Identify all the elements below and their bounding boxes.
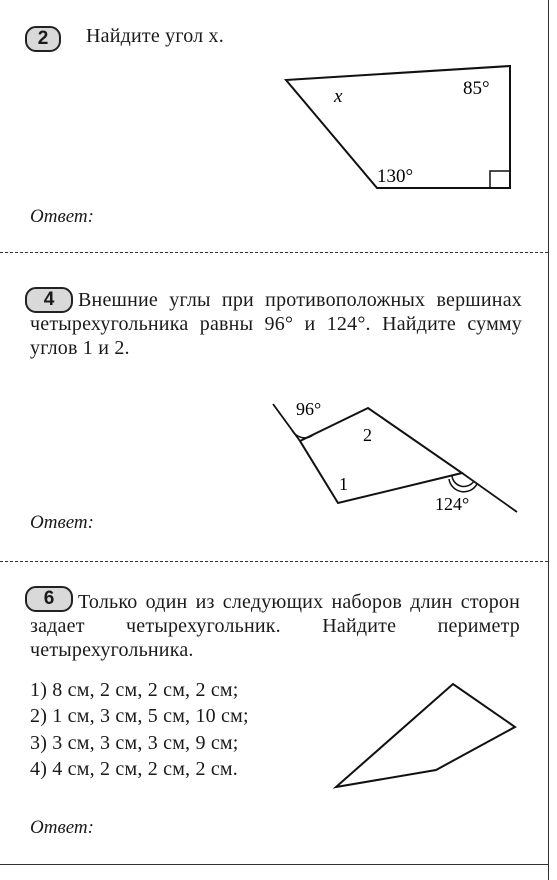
option-2: 2) 1 см, 3 см, 5 см, 10 см;	[30, 705, 249, 727]
answer-label: Ответ:	[30, 206, 94, 227]
answer-label: Ответ:	[30, 817, 94, 838]
option-3: 3) 3 см, 3 см, 3 см, 9 см;	[30, 732, 239, 754]
separator	[0, 864, 548, 865]
angle-label-2: 2	[363, 425, 372, 445]
option-4: 4) 4 см, 2 см, 2 см, 2 см.	[30, 758, 238, 780]
problem-text: Внешние углы при противоположных вершинах четырехугольника равны 96° и 124°. Найдите сумму углов 1 и 2.	[30, 289, 522, 359]
option-1: 1) 8 см, 2 см, 2 см, 2 см;	[30, 679, 239, 701]
answer-label: Ответ:	[30, 512, 94, 533]
angle-label-130: 130°	[377, 166, 414, 187]
exterior-angle-124: 124°	[435, 494, 470, 514]
problem-text: Только один из следующих наборов длин сторон задает четырехугольник. Найдите периметр четырехугольника.	[30, 591, 520, 661]
angle-label-85: 85°	[463, 78, 490, 99]
problem-number-badge: 2	[25, 26, 61, 52]
angle-label-1: 1	[339, 474, 348, 494]
problem-number-badge: 6	[25, 586, 73, 612]
problem-number-badge: 4	[25, 287, 73, 313]
problem-text: Найдите угол x.	[86, 25, 224, 47]
exterior-angle-96: 96°	[296, 399, 322, 419]
angle-label-x: x	[334, 86, 343, 107]
